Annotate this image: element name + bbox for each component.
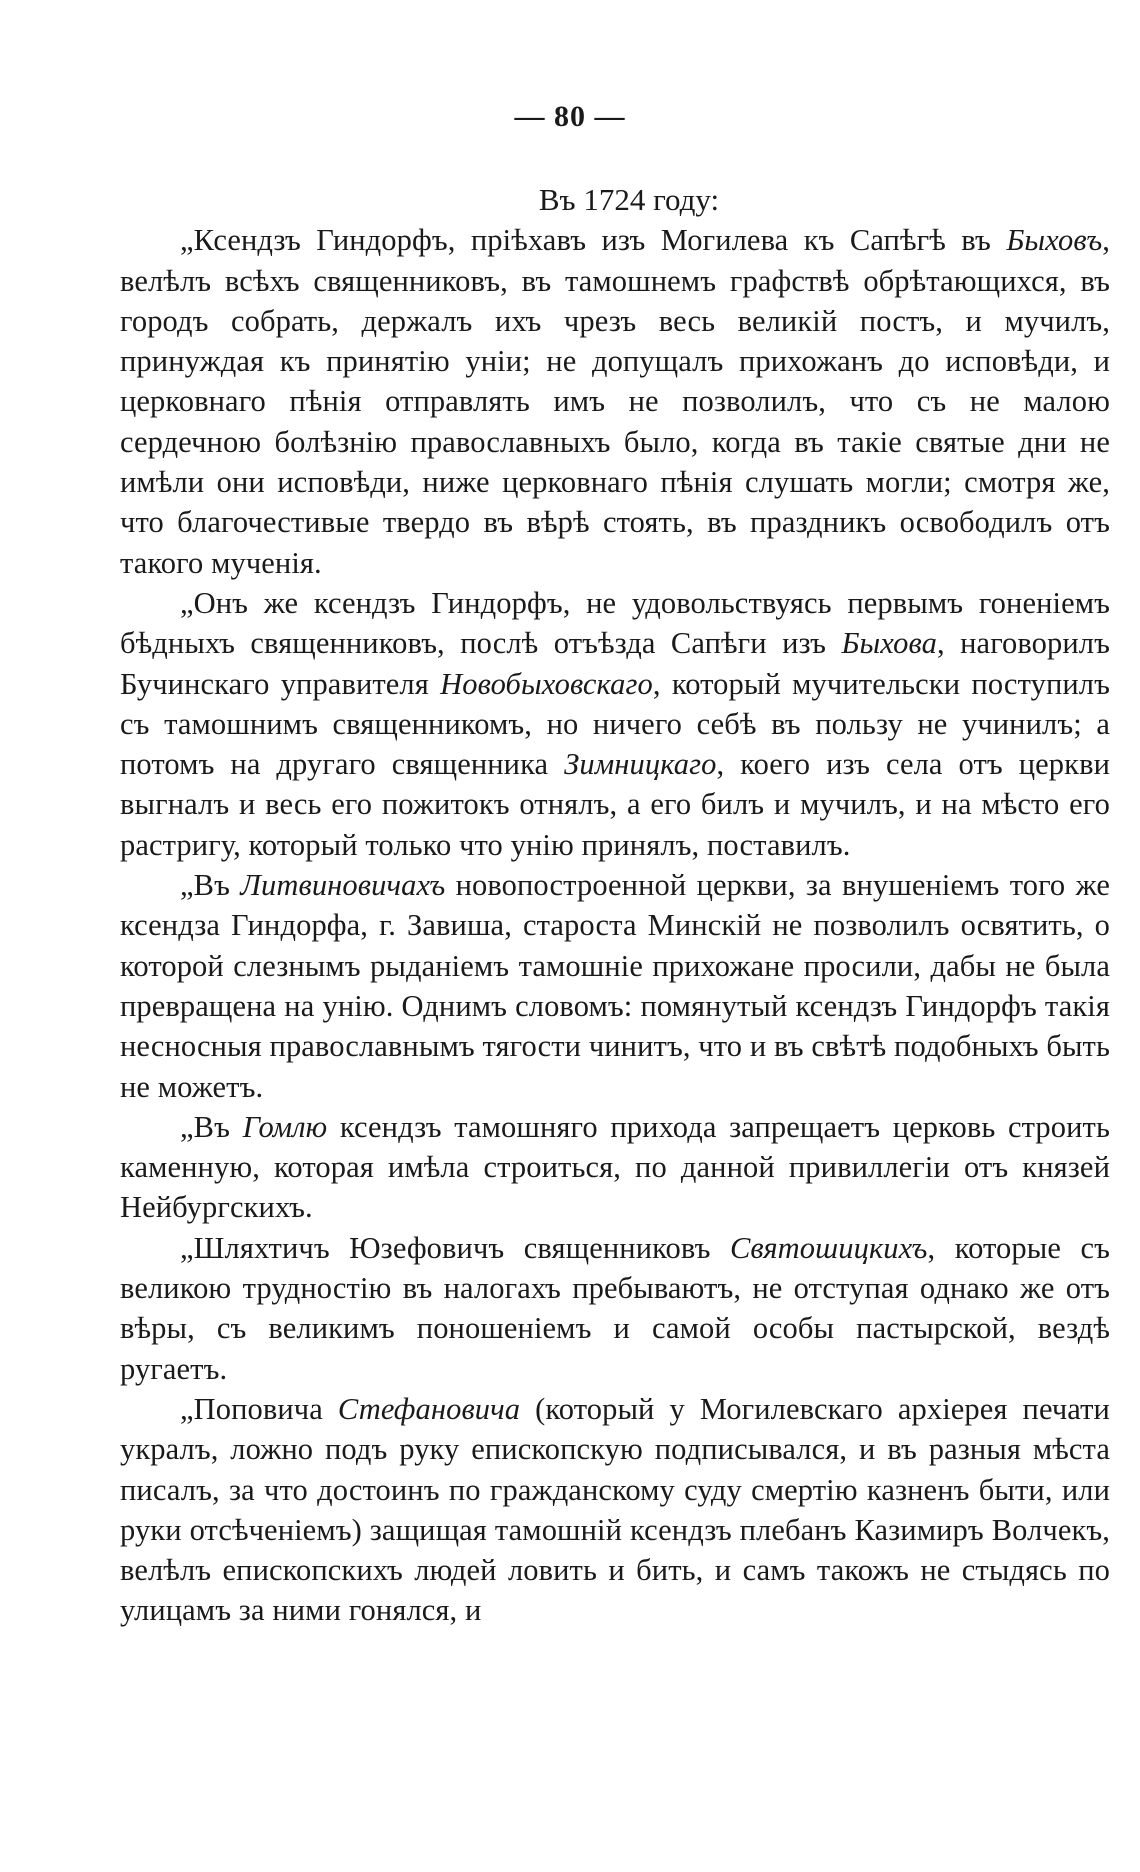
text-run: „Поповича	[180, 1391, 338, 1426]
text-run: , коего изъ села отъ церкви выгналъ и весь его пожитокъ отнялъ, а его билъ и мучилъ, и на мѣсто его растригу, который только что унію принялъ, поставилъ.	[120, 747, 1110, 862]
text-run: „Онъ же ксендзъ Гиндорфъ, не удовольствуясь первымъ гоненіемъ бѣдныхъ священниковъ, послѣ отъѣзда Сапѣги изъ	[120, 585, 1110, 661]
paragraph	[120, 220, 1110, 583]
section-heading: Въ 1724 году:	[538, 182, 720, 217]
text-run: (который у Могилевскаго архіерея печати укралъ, ложно подъ руку епископскую подписывался, и въ разныя мѣста писалъ, за что достоинъ по гражданскому суду смертію казненъ быти, или руки отсѣченіемъ) защищая тамошній ксендзъ плебанъ Казимиръ Волчекъ, велѣлъ епископскихъ людей ловить и бить, и самъ такожъ не стыдясь по улицамъ за ними гонялся, и	[120, 1391, 1110, 1628]
italic-place-name: Быхова	[841, 626, 937, 661]
italic-place-name: Быховъ	[1006, 223, 1103, 258]
text-run: „Въ	[180, 868, 241, 903]
text-run: , который мучительски поступилъ съ тамошнимъ священникомъ, но ничего себѣ въ пользу не учинилъ; а потомъ на другаго священника	[120, 666, 1110, 782]
italic-name: Святошицкихъ	[729, 1230, 928, 1265]
page-number: — 80 —	[514, 100, 626, 133]
paragraph	[120, 1107, 1110, 1228]
italic-name: Зимницкаго	[564, 747, 717, 782]
text-run: „Ксендзъ Гиндорфъ, пріѣхавъ изъ Могилева къ Сапѣгѣ въ	[180, 223, 1007, 258]
text-run: ксендзъ тамошняго прихода запрещаетъ церковь строить каменную, которая имѣла строиться, по данной привиллегіи отъ князей Нейбургскихъ.	[120, 1109, 1110, 1225]
italic-name: Стефановича	[337, 1391, 521, 1426]
paragraph	[120, 583, 1110, 865]
text-run: , велѣлъ всѣхъ священниковъ, въ тамошнемъ графствѣ обрѣтающихся, въ городъ собрать, держалъ ихъ чрезъ весь великій постъ, и мучилъ, принуждая къ принятію уніи; не допущалъ прихожанъ до исповѣди, и церковнаго пѣнія отправлять имъ не позволилъ, что съ не малою сердечною болѣзнію православныхъ было, когда въ такіе святые дни не имѣли они исповѣди, ниже церковнаго пѣнія слушать могли; смотря же, что благочестивые твердо въ вѣрѣ стоять, въ праздникъ освободилъ отъ такого мученія.	[120, 223, 1110, 580]
paragraph	[120, 1228, 1110, 1389]
page-body	[120, 180, 1110, 1631]
paragraph	[120, 1389, 1110, 1631]
text-run: , которые съ великою трудностію въ налогахъ пребываютъ, не отступая однако же отъ вѣры, съ великимъ поношеніемъ и самой особы пастырской, вездѣ ругаетъ.	[120, 1230, 1110, 1386]
italic-place-name: Гомлю	[242, 1109, 328, 1144]
text-run: новопостроенной церкви, за внушеніемъ того же ксендза Гиндорфа, г. Завиша, староста Минскій не позволилъ освятить, о которой слезнымъ рыданіемъ тамошніе прихожане просили, дабы не была превращена на унію. Однимъ словомъ: помянутый ксендзъ Гиндорфъ такія несносныя православнымъ тягости чинитъ, что и въ свѣтѣ подобныхъ быть не можетъ.	[120, 868, 1110, 1104]
text-run: , наговорилъ Бучинскаго управителя	[120, 626, 1110, 701]
italic-place-name: Литвиновичахъ	[240, 868, 446, 903]
italic-place-name: Новобыховскаго	[440, 666, 653, 701]
text-run: „Шляхтичъ Юзефовичъ священниковъ	[180, 1230, 730, 1265]
text-run: „Въ	[180, 1109, 243, 1144]
paragraph	[120, 865, 1110, 1107]
